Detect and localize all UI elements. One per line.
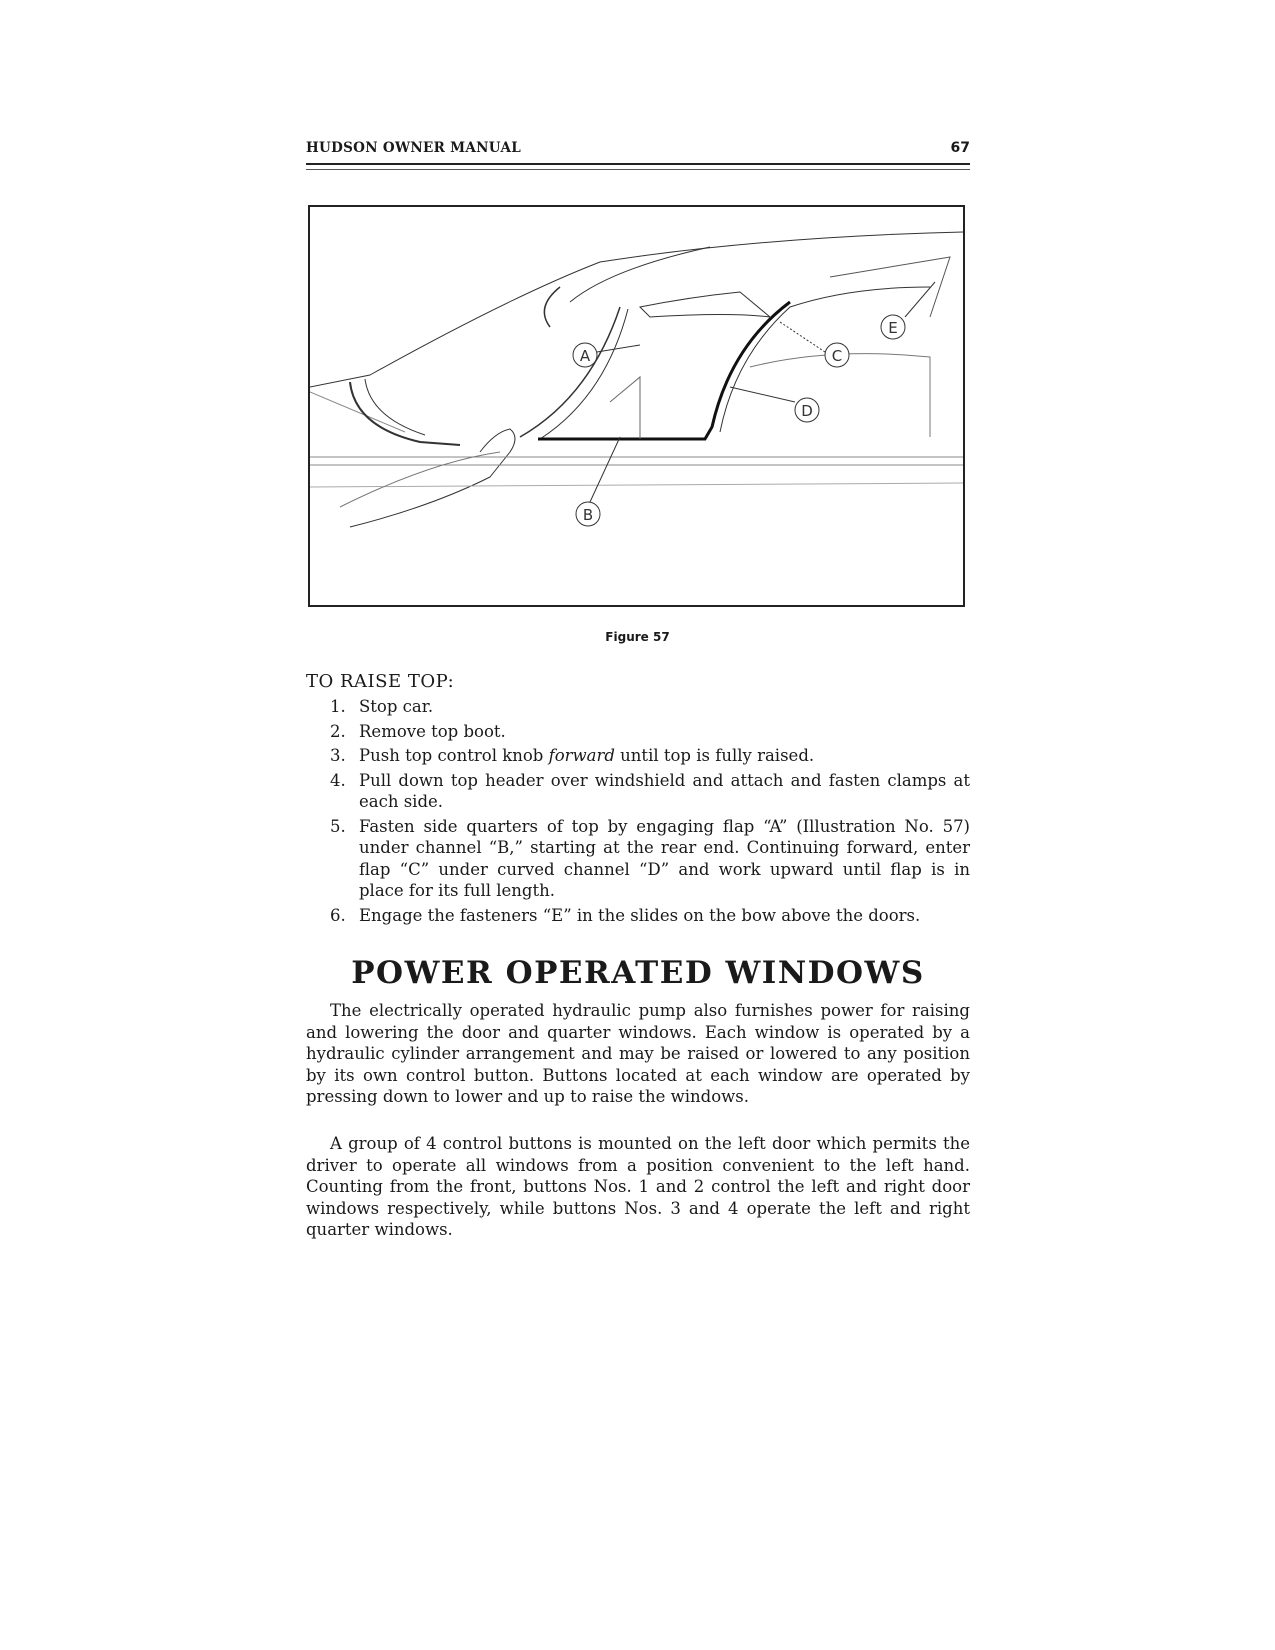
callout-b [576,502,600,526]
step-item: 5. Fasten side quarters of top by engaging flap “A” (Illustration No. 57) under channel “B,” starting at the rear end. Continuing forward, enter flap “C” under curved channel “D” and work upward until flap is in place for its full length. [330,816,970,900]
callout-c [825,343,849,367]
step-item: 6. Engage the fasteners “E” in the slides on the bow above the doors. [330,905,921,925]
running-header [306,140,970,160]
svg-text:B: B [582,506,594,524]
step-item: 2. Remove top boot. [330,721,506,741]
callout-d [795,398,819,422]
raise-top-heading: TO RAISE TOP: [306,671,455,692]
body-paragraph: The electrically operated hydraulic pump also furnishes power for raising and lowering the door and quarter windows. Each window is operated by a hydraulic cylinder arrangement and may be raised or lowered to any position by its own control button. Buttons located at each window are operated by pressing down to lower and up to raise the windows. [306,1001,970,1106]
callout-e [881,315,905,339]
figure-57-illustration [308,205,965,607]
step-item: 1. Stop car. [330,697,434,716]
svg-text:A: A [579,347,591,365]
figure-caption: Figure 57 [605,630,670,644]
body-paragraph: A group of 4 control buttons is mounted on the left door which permits the driver to operate all windows from a position convenient to the left hand. Counting from the front, buttons Nos. 1 and 2 control the left and right door windows respectively, while buttons Nos. 3 and 4 operate the left and right quarter windows. [306,1134,970,1239]
callout-a [573,343,597,367]
step-item: 3. Push top control knob forward until top is fully raised. [330,746,815,765]
page-number: 67 [950,140,970,156]
step-item: 4. Pull down top header over windshield and attach and fasten clamps at each side. [330,770,970,811]
svg-text:D: D [801,402,813,420]
header-rule-thin [306,169,970,170]
header-rule [306,163,970,165]
section-heading: POWER OPERATED WINDOWS [351,955,925,991]
svg-text:E: E [888,319,898,337]
manual-title: HUDSON OWNER MANUAL [306,140,522,156]
raise-top-steps [306,696,970,929]
svg-text:C: C [831,347,843,365]
